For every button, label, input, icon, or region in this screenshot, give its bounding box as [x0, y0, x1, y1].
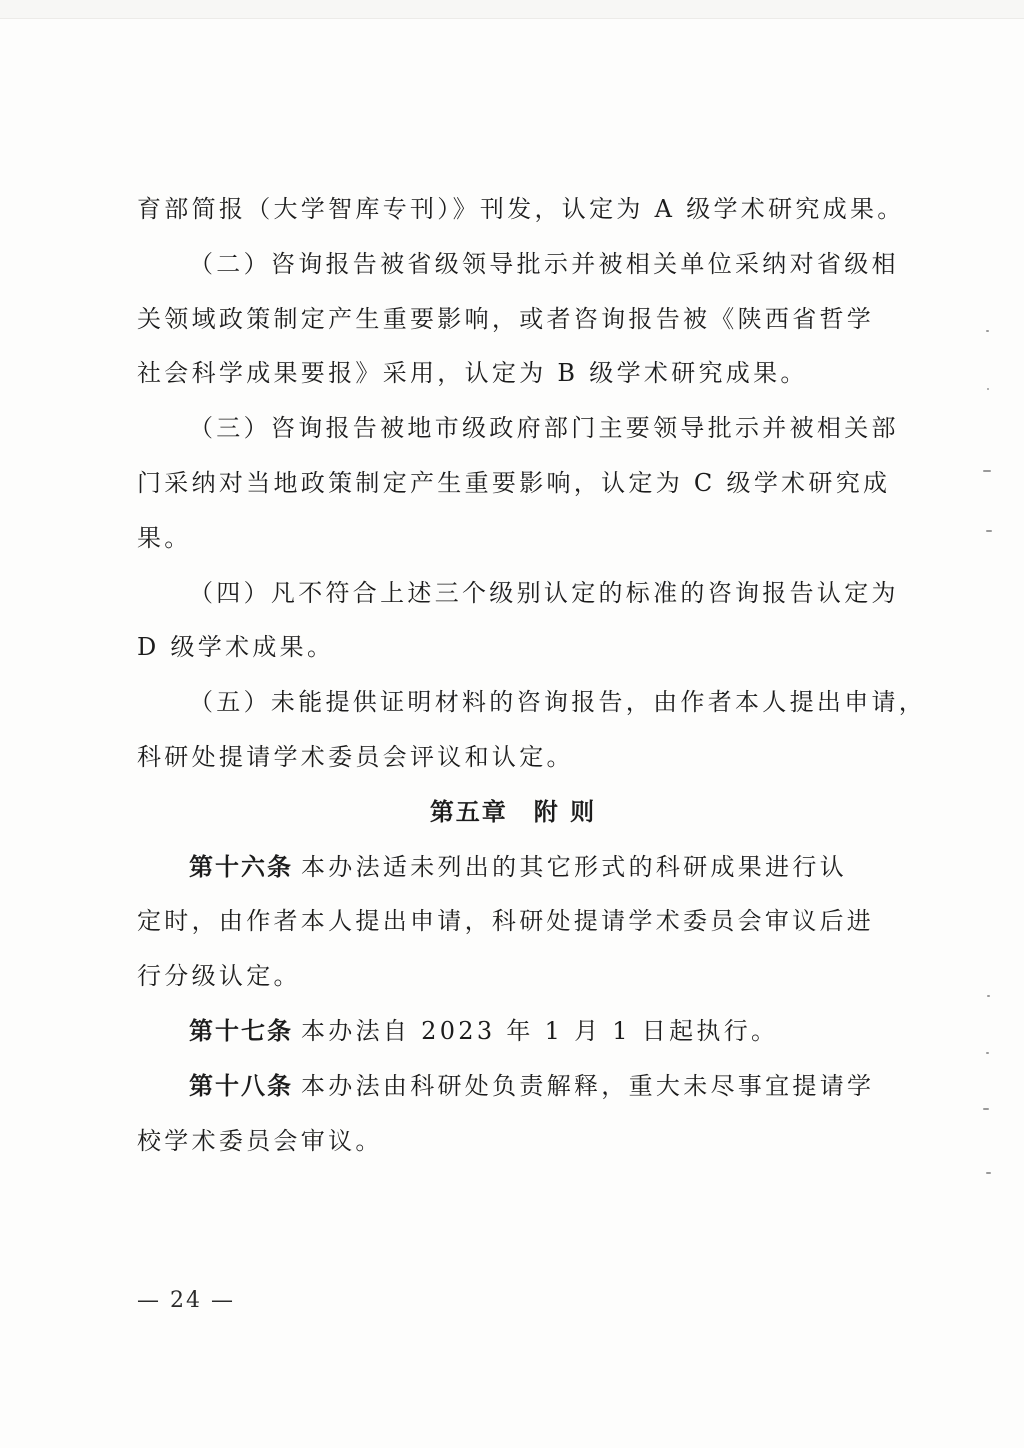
scan-speck — [986, 1052, 989, 1054]
article-17-text: 本办法自 2023 年 1 月 1 日起执行。 — [301, 1016, 779, 1045]
paragraph-line: 果。 — [137, 523, 192, 552]
chapter-heading: 第五章 附 则 — [429, 797, 597, 826]
paragraph-line: D 级学术成果。 — [137, 633, 335, 662]
paragraph-line: 社会科学成果要报》采用，认定为 B 级学术研究成果。 — [137, 359, 808, 388]
article-16-line: 定时，由作者本人提出申请，科研处提请学术委员会审议后进 — [137, 907, 875, 936]
paragraph-line: （二）咨询报告被省级领导批示并被相关单位采纳对省级相 — [189, 249, 899, 278]
article-18-number: 第十八条 — [189, 1071, 293, 1100]
document-body — [137, 182, 927, 1168]
article-16-text: 本办法适未列出的其它形式的科研成果进行认 — [301, 852, 847, 881]
article-16-number: 第十六条 — [189, 852, 293, 881]
article-18-line: 校学术委员会审议。 — [137, 1126, 383, 1155]
article-16-line: 行分级认定。 — [137, 962, 301, 991]
paragraph-line: 门采纳对当地政策制定产生重要影响，认定为 C 级学术研究成 — [137, 468, 891, 497]
article-18-line — [137, 1059, 889, 1114]
scan-speck — [983, 470, 991, 472]
article-16-line — [137, 840, 889, 895]
article-17-number: 第十七条 — [189, 1016, 293, 1045]
scan-speck — [986, 1172, 991, 1174]
paragraph-line: （四）凡不符合上述三个级别认定的标准的咨询报告认定为 — [189, 578, 899, 607]
scan-speck — [983, 1108, 989, 1110]
scan-speck — [987, 388, 989, 390]
article-18-text: 本办法由科研处负责解释，重大未尽事宜提请学 — [301, 1071, 875, 1100]
paragraph-line: 关领域政策制定产生重要影响，或者咨询报告被《陕西省哲学 — [137, 304, 875, 333]
scan-speck — [986, 330, 989, 332]
page-number: — 24 — — [137, 1288, 235, 1313]
paragraph-line: （五）未能提供证明材料的咨询报告，由作者本人提出申请， — [189, 688, 927, 717]
paragraph-line: 育部简报（大学智库专刊）》刊发，认定为 A 级学术研究成果。 — [137, 195, 905, 223]
paragraph-line: （三）咨询报告被地市级政府部门主要领导批示并被相关部 — [189, 414, 899, 443]
scan-speck — [986, 530, 992, 532]
article-17-line — [137, 1004, 889, 1059]
scan-edge — [0, 0, 1024, 19]
scan-speck — [987, 995, 990, 997]
paragraph-line: 科研处提请学术委员会评议和认定。 — [137, 742, 574, 771]
